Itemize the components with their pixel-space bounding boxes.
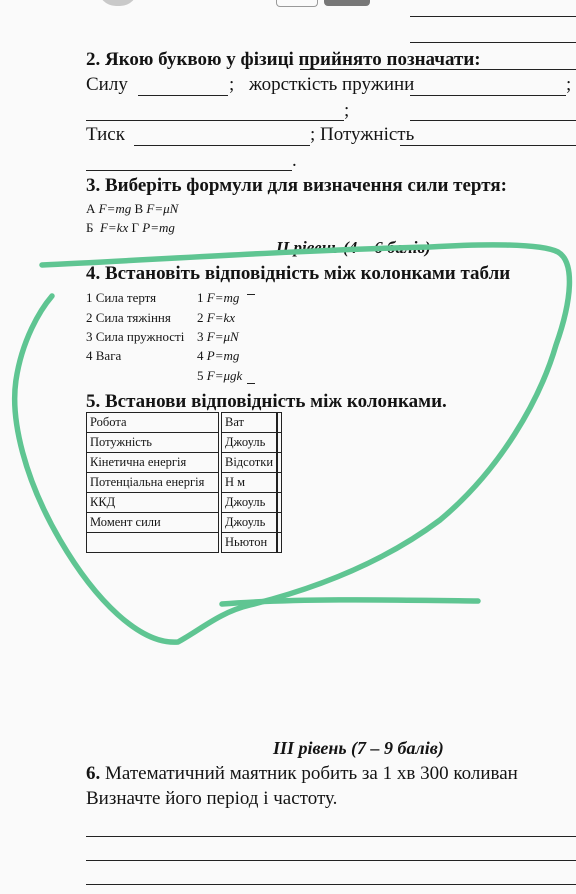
q3-option-c-letter: Б: [86, 220, 94, 235]
q4-tick-mark-2: [247, 383, 255, 384]
q5-left-cell: ККД: [87, 493, 221, 513]
q3-option-d-letter: Г: [131, 220, 139, 235]
q5-right-cell: Джоуль: [220, 493, 277, 513]
q2-stiffness-blank: [410, 95, 566, 96]
table-row: [87, 413, 282, 433]
q2-force-label: Силу: [86, 74, 128, 95]
q5-matching-table: [86, 412, 282, 553]
table-row: [87, 433, 282, 453]
q6-line1: [86, 763, 518, 785]
q5-left-cell: Момент сили: [87, 513, 221, 533]
q5-right-cell: Джоуль: [220, 433, 277, 453]
q5-right-cell: Ньютон: [220, 533, 277, 553]
q5-answer-cell: [277, 533, 282, 553]
table-row: [87, 493, 282, 513]
q2-force-blank: [138, 95, 228, 96]
q2-title-underline: [300, 69, 576, 70]
q2-power-blank: [400, 145, 576, 146]
q5-right-cell: Джоуль: [220, 513, 277, 533]
q3-option-b-letter: В: [134, 201, 144, 216]
table-row: [87, 473, 282, 493]
q6-answer-line-1: [86, 836, 576, 837]
q2-line2-blank-right: [410, 120, 576, 121]
q5-right-cell: Відсотки: [220, 453, 277, 473]
top-blank-line-2: [410, 42, 576, 43]
q3-option-d-formula: P=mg: [142, 220, 175, 235]
q5-left-cell: Потенціальна енергія: [87, 473, 221, 493]
q2-line4-blank: [86, 170, 292, 171]
cropped-picture-top-right: [324, 0, 370, 6]
q5-left-cell: Потужність: [87, 433, 221, 453]
q5-answer-cell: [277, 453, 282, 473]
q3-option-c-formula: F=kx: [99, 220, 129, 235]
q4-right-formula: F=μN: [206, 329, 239, 344]
q5-answer-cell: [277, 513, 282, 533]
level3-title: III рівень (7 – 9 балів): [273, 738, 444, 758]
q3-row1: [86, 201, 178, 217]
q4-right-formula: F=mg: [206, 290, 240, 305]
q4-right-num: 2: [197, 310, 204, 325]
q4-left-4: 4 Вага: [86, 348, 122, 363]
level2-title: II рівень (4 – 6 балів): [276, 238, 431, 257]
q3-option-a-formula: F=mg: [98, 201, 132, 216]
q2-pressure-blank: [134, 145, 310, 146]
q4-title: 4. Встановіть відповідність між колонками табли: [86, 263, 511, 284]
q2-semicolon-3: ;: [344, 100, 350, 121]
q2-pressure-label: Тиск: [86, 124, 125, 145]
q5-left-cell: [87, 533, 221, 553]
q6-line2: Визначте його період і частоту.: [86, 788, 338, 809]
q4-left-2: 2 Сила тяжіння: [86, 310, 171, 325]
q2-power-label: ; Потужність: [310, 124, 415, 145]
q3-option-a-letter: А: [86, 201, 96, 216]
q3-row2: [86, 220, 175, 236]
q2-stiffness-label: жорсткість пружини: [249, 74, 415, 95]
cropped-picture-top-mid: [276, 0, 318, 7]
q5-title: 5. Встанови відповідність між колонками.: [86, 391, 447, 412]
q2-semicolon-1: ;: [229, 74, 235, 95]
q4-right-formula: F=kx: [206, 310, 236, 325]
q2-period: .: [292, 150, 297, 171]
q5-right-cell: Н м: [220, 473, 277, 493]
top-blank-line: [410, 16, 576, 17]
table-row: [87, 533, 282, 553]
q3-title: 3. Виберіть формули для визначення сили тертя:: [86, 175, 507, 196]
marker-stroke-tail: [222, 600, 478, 604]
q4-right-4: [197, 348, 239, 364]
q4-right-1: [197, 290, 239, 306]
q4-right-5: [197, 368, 242, 384]
q3-option-b-formula: F=μN: [146, 201, 179, 216]
q2-semicolon-2: ;: [566, 74, 572, 95]
q4-right-num: 3: [197, 329, 204, 344]
q4-tick-mark: [247, 294, 255, 295]
cropped-picture-top-left: [98, 0, 138, 6]
q4-right-formula: F=μgk: [206, 368, 243, 383]
q5-left-cell: Кінетична енергія: [87, 453, 221, 473]
q4-left-1: 1 Сила тертя: [86, 290, 157, 305]
q2-line2-blank: [86, 120, 344, 121]
q5-answer-cell: [277, 413, 282, 433]
q4-right-formula: P=mg: [206, 348, 240, 363]
q4-right-num: 5: [197, 368, 204, 383]
table-row: [87, 453, 282, 473]
q4-right-2: [197, 310, 235, 326]
table-row: [87, 513, 282, 533]
q6-text-1: Математичний маятник робить за 1 хв 300 коливан: [105, 763, 518, 784]
q4-right-3: [197, 329, 239, 345]
q4-right-num: 4: [197, 348, 204, 363]
q5-answer-cell: [277, 473, 282, 493]
q6-answer-line-3: [86, 884, 576, 885]
q4-right-num: 1: [197, 290, 204, 305]
q6-answer-line-2: [86, 860, 576, 861]
q5-answer-cell: [277, 433, 282, 453]
q6-number: 6.: [86, 763, 101, 784]
q2-title: 2. Якою буквою у фізиці прийнято позначати:: [86, 49, 481, 70]
q5-right-cell: Ват: [220, 413, 277, 433]
q5-left-cell: Робота: [87, 413, 221, 433]
q5-answer-cell: [277, 493, 282, 513]
q4-left-3: 3 Сила пружності: [86, 329, 185, 344]
